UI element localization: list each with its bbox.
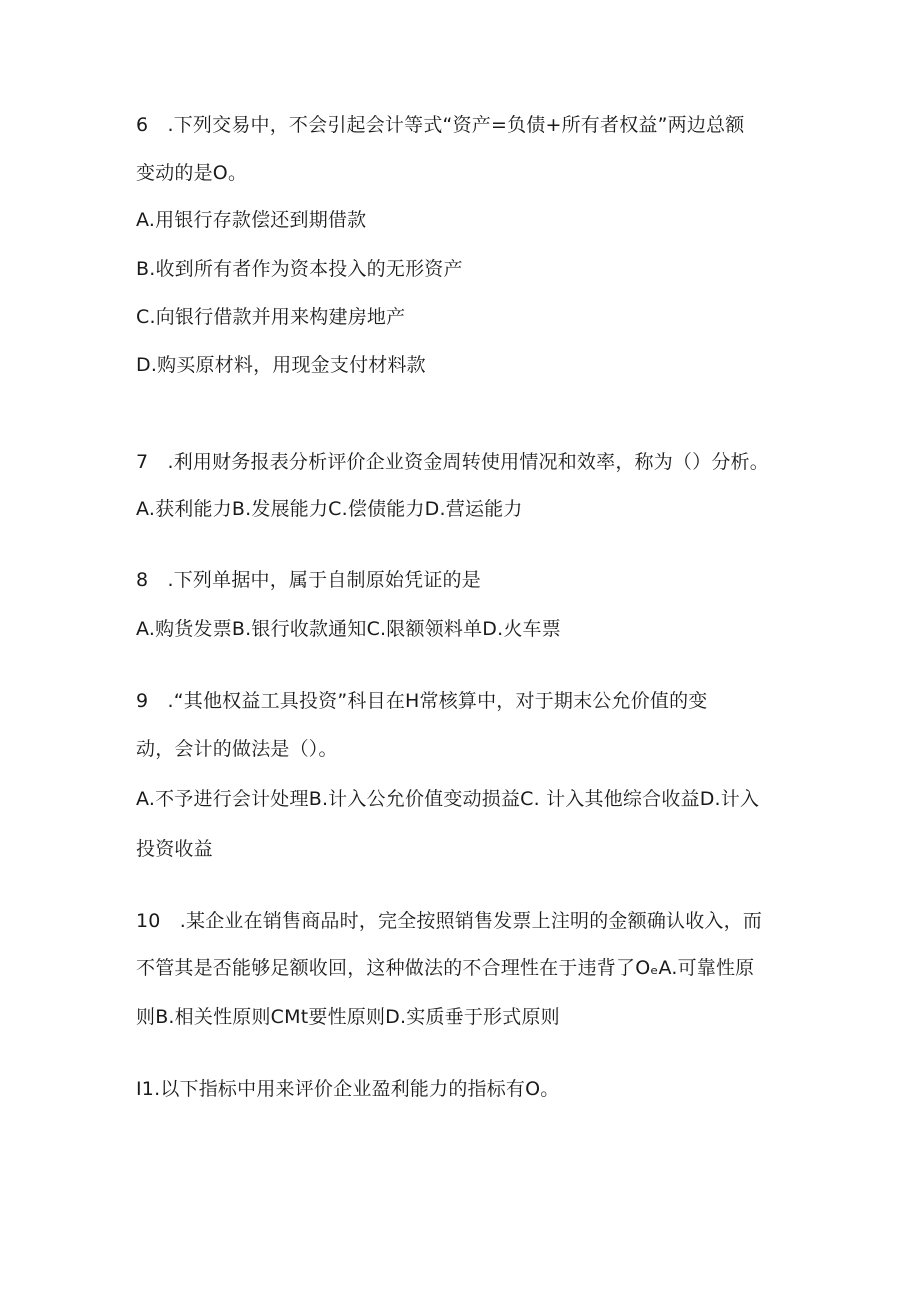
question-9-options-line-2: 投资收益 (136, 838, 213, 860)
question-9-stem-line-2: 动，会计的做法是（）。 (136, 738, 338, 760)
question-7-stem-line-1: 7 .利用财务报表分析评价企业资金周转使用情况和效率，称为（）分析。 (136, 451, 769, 473)
question-10-stem-line-2: 不管其是否能够足额收回，这种做法的不合理性在于违背了OₑA.可靠性原 (136, 957, 755, 979)
question-6-stem-line-2: 变动的是O。 (136, 162, 248, 184)
question-6-option-a: A.用银行存款偿还到期借款 (136, 209, 367, 231)
question-6-option-c: C.向银行借款并用来构建房地产 (136, 306, 406, 328)
question-10-stem-line-3: 则B.相关性原则CMt要性原则D.实质垂于形式原则 (136, 1006, 560, 1028)
question-8-stem-line-1: 8 .下列单据中，属于自制原始凭证的是 (136, 569, 481, 591)
question-11-stem-line-1: I1.以下指标中用来评价企业盈利能力的指标有O。 (136, 1078, 560, 1100)
question-6-stem-line-1: 6 .下列交易中，不会引起会计等式“资产=负债+所有者权益”两边总额 (136, 114, 745, 136)
question-8-options: A.购货发票B.银行收款通知C.限额领料单D.火车票 (136, 618, 561, 640)
question-9-stem-line-1: 9 .“其他权益工具投资”科目在H常核算中，对于期末公允价值的变 (136, 690, 708, 712)
question-9-options-line-1: A.不予进行会计处理B.计入公允价值变动损益C. 计入其他综合收益D.计入 (136, 788, 760, 810)
question-7-options: A.获利能力B.发展能力C.偿债能力D.营运能力 (136, 498, 523, 520)
question-6-option-b: B.收到所有者作为资本投入的无形资产 (136, 258, 463, 280)
question-6-option-d: D.购买原材料，用现金支付材料款 (136, 354, 426, 376)
question-10-stem-line-1: 10 .某企业在销售商品时，完全按照销售发票上注明的金额确认收入，而 (136, 910, 763, 932)
